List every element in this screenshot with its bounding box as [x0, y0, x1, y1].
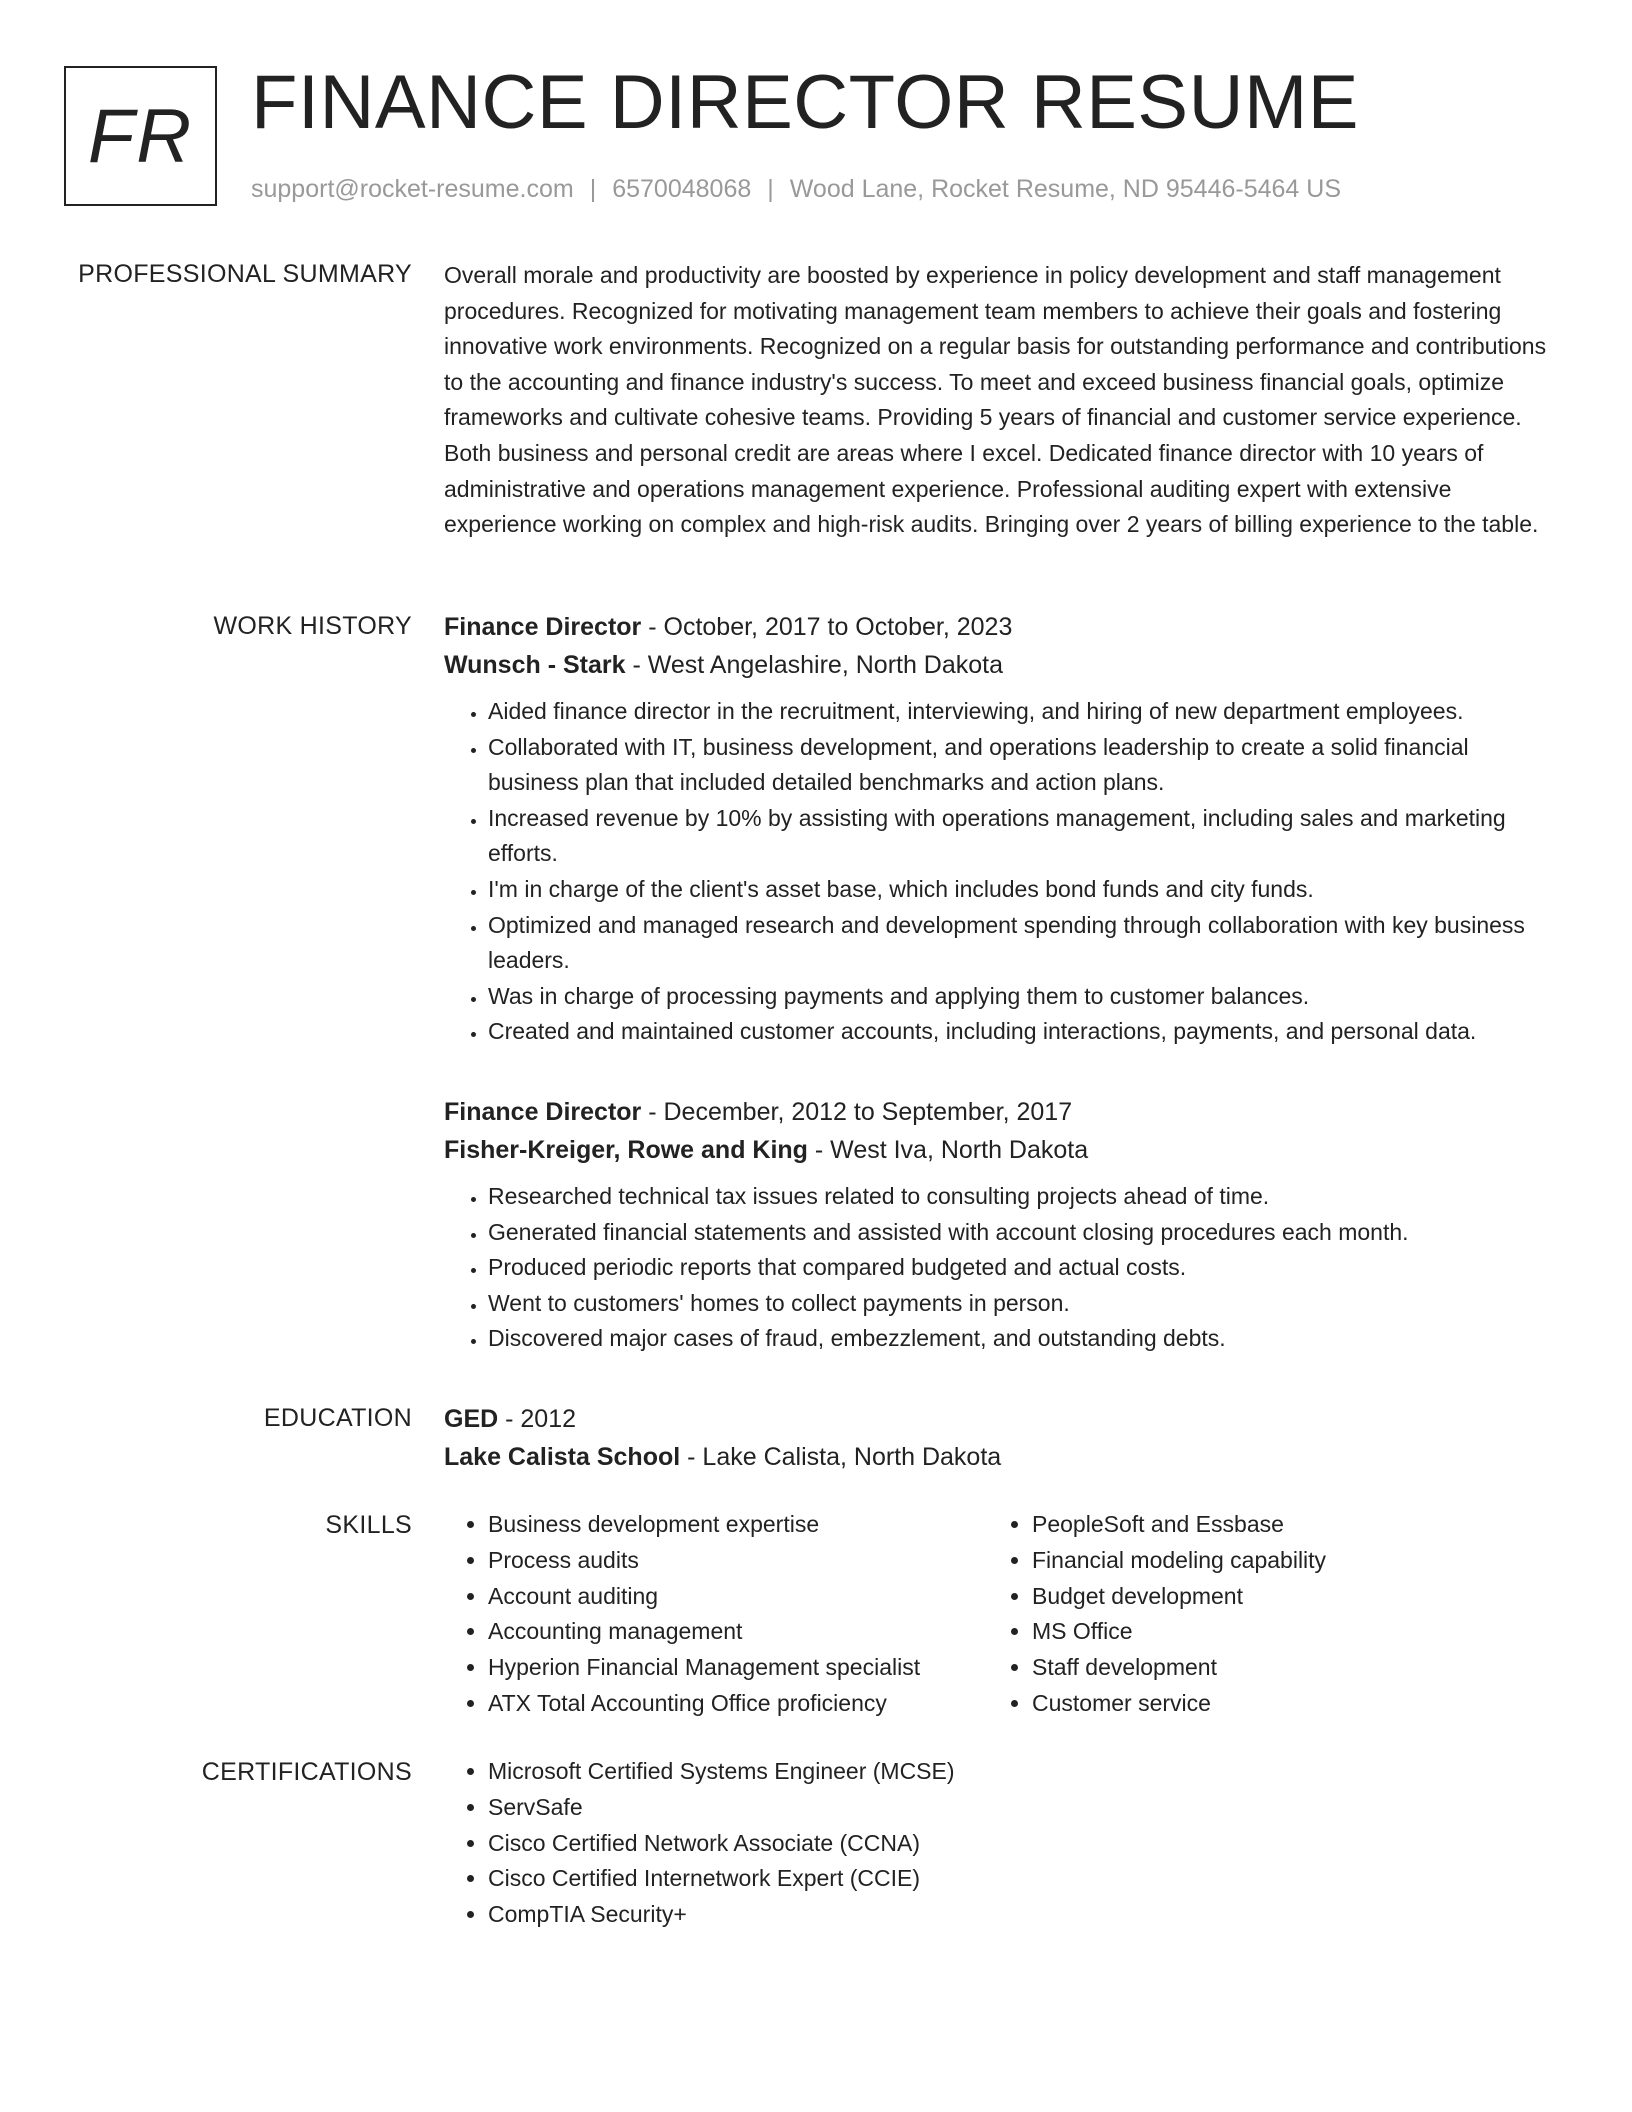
list-item: • ATX Total Accounting Office proficiency: [488, 1686, 988, 1722]
contact-address: Wood Lane, Rocket Resume, ND 95446-5464 US: [789, 175, 1341, 203]
contact-line: [251, 174, 1341, 204]
job-title: Finance Director: [444, 1098, 642, 1126]
list-item: • Collaborated with IT, business development, and operations leadership to create a solid financial business plan that included detailed benchmarks and action plans.: [488, 730, 1564, 801]
list-item: • Optimized and managed research and development spending through collaboration with key business leaders.: [488, 908, 1564, 979]
list-item: • Cisco Certified Network Associate (CCNA): [488, 1826, 1564, 1862]
list-item: • Accounting management: [488, 1614, 988, 1650]
skills-section: [444, 1507, 1564, 1722]
job-location: - West Iva, North Dakota: [807, 1136, 1089, 1164]
list-item: • Microsoft Certified Systems Engineer (MCSE): [488, 1754, 1564, 1790]
section-label-certifications: CERTIFICATIONS: [201, 1758, 412, 1786]
job-title-line: [444, 608, 1564, 646]
job-location: - West Angelashire, North Dakota: [625, 651, 1004, 679]
contact-separator: |: [589, 175, 597, 203]
job-title-line: [444, 1093, 1564, 1131]
contact-phone: 6570048068: [612, 175, 752, 203]
certifications-list: [444, 1754, 1564, 1933]
list-item: • Discovered major cases of fraud, embezzlement, and outstanding debts.: [488, 1321, 1564, 1357]
skills-list-right: [988, 1507, 1532, 1722]
education-school: Lake Calista School: [444, 1443, 681, 1471]
job-company-line: [444, 646, 1564, 684]
monogram-initials: FR: [87, 93, 194, 179]
list-item: • Budget development: [1032, 1579, 1532, 1615]
list-item: • Researched technical tax issues related to consulting projects ahead of time.: [488, 1179, 1564, 1215]
education-year: - 2012: [498, 1405, 577, 1433]
job-dates: - December, 2012 to September, 2017: [641, 1098, 1073, 1126]
list-item: • PeopleSoft and Essbase: [1032, 1507, 1532, 1543]
education-location: - Lake Calista, North Dakota: [680, 1443, 1002, 1471]
certifications-section: [444, 1754, 1564, 1933]
education-degree-line: [444, 1400, 1564, 1438]
list-item: • Aided finance director in the recruitment, interviewing, and hiring of new department employees.: [488, 694, 1564, 730]
job-company: Wunsch - Stark: [444, 651, 626, 679]
list-item: • Account auditing: [488, 1579, 988, 1615]
list-item: • I'm in charge of the client's asset base, which includes bond funds and city funds.: [488, 872, 1564, 908]
list-item: • Went to customers' homes to collect payments in person.: [488, 1286, 1564, 1322]
job-dates: - October, 2017 to October, 2023: [641, 613, 1013, 641]
education-school-line: [444, 1438, 1564, 1476]
job-duties-list: [444, 1179, 1564, 1357]
contact-email: support@rocket-resume.com: [251, 175, 574, 203]
job-entry: [444, 608, 1564, 1050]
job-duties-list: [444, 694, 1564, 1050]
education-entry: [444, 1400, 1564, 1476]
list-item: • Was in charge of processing payments and applying them to customer balances.: [488, 979, 1564, 1015]
section-label-work-history: WORK HISTORY: [213, 612, 412, 640]
job-entry: [444, 1093, 1564, 1357]
skills-grid: [444, 1507, 1564, 1722]
list-item: • Created and maintained customer accounts, including interactions, payments, and personal data.: [488, 1014, 1564, 1050]
job-title: Finance Director: [444, 613, 642, 641]
list-item: • Business development expertise: [488, 1507, 988, 1543]
list-item: • MS Office: [1032, 1614, 1532, 1650]
list-item: • Process audits: [488, 1543, 988, 1579]
monogram-box: [64, 66, 217, 206]
list-item: • Cisco Certified Internetwork Expert (CCIE): [488, 1861, 1564, 1897]
contact-separator: |: [767, 175, 774, 203]
list-item: • Hyperion Financial Management specialist: [488, 1650, 988, 1686]
list-item: • ServSafe: [488, 1790, 1564, 1826]
list-item: • Increased revenue by 10% by assisting with operations management, including sales and marketing efforts.: [488, 801, 1564, 872]
section-label-skills: SKILLS: [325, 1511, 412, 1539]
page-title: FINANCE DIRECTOR RESUME: [251, 60, 1359, 145]
list-item: • CompTIA Security+: [488, 1897, 1564, 1933]
list-item: • Generated financial statements and assisted with account closing procedures each month.: [488, 1215, 1564, 1251]
section-label-summary: PROFESSIONAL SUMMARY: [78, 260, 412, 288]
skills-list-left: [444, 1507, 988, 1722]
list-item: • Customer service: [1032, 1686, 1532, 1722]
section-label-education: EDUCATION: [263, 1404, 412, 1432]
list-item: • Produced periodic reports that compared budgeted and actual costs.: [488, 1250, 1564, 1286]
job-company: Fisher-Kreiger, Rowe and King: [444, 1136, 808, 1164]
summary-text: Overall morale and productivity are boosted by experience in policy development and staff management procedures. Recognized for motivating management team members to achieve their goals and fostering innovative work environments. Recognized on a regular basis for outstanding performance and contributions to the accounting and finance industry's success. To meet and exceed business financial goals, optimize frameworks and cultivate cohesive teams. Providing 5 years of financial and customer service experience. Both business and personal credit are areas where I excel. Dedicated finance director with 10 years of administrative and operations management experience. Professional auditing expert with extensive experience working on complex and high-risk audits. Bringing over 2 years of billing experience to the table.: [444, 262, 1547, 538]
job-company-line: [444, 1131, 1564, 1169]
list-item: • Staff development: [1032, 1650, 1532, 1686]
education-degree: GED: [444, 1405, 499, 1433]
list-item: • Financial modeling capability: [1032, 1543, 1532, 1579]
